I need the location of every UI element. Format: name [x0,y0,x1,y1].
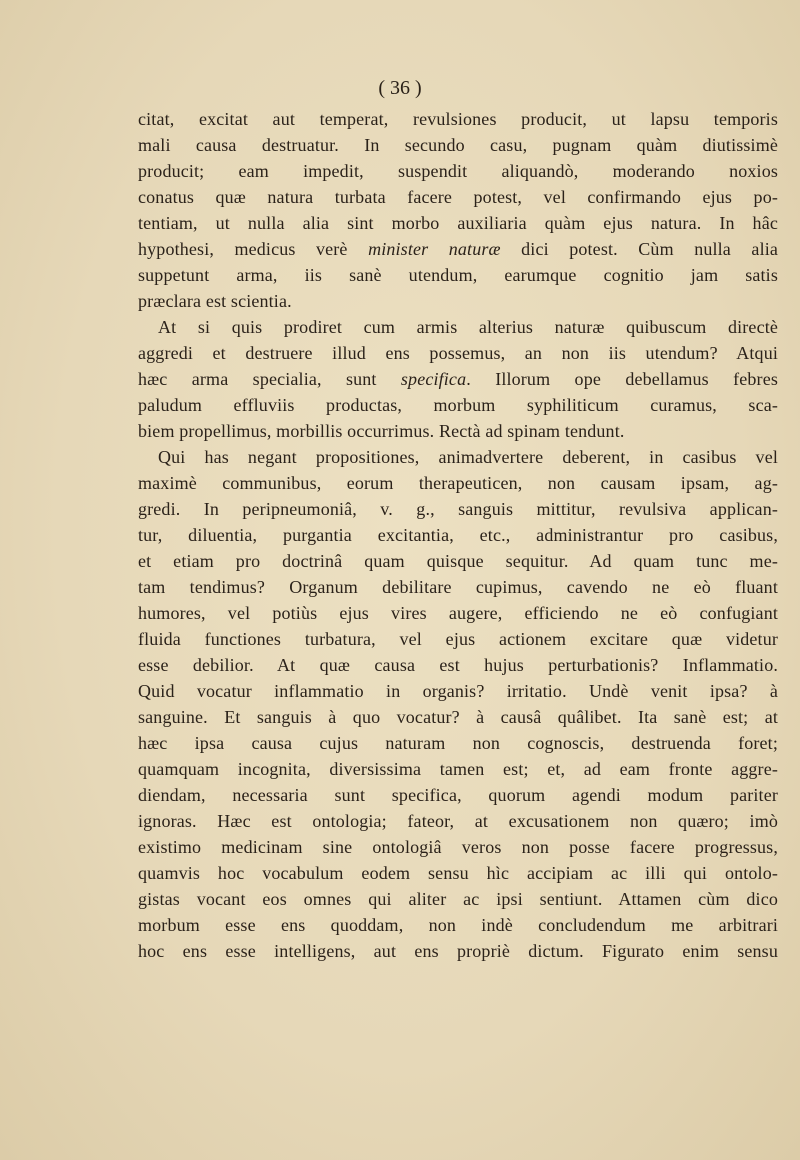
text-line: mali causa destruatur. In secundo casu, pugnam quàm diutissimè [138,135,778,155]
text-line: sanguine. Et sanguis à quo vocatur? à causâ quâlibet. Ita sanè est; at [138,707,778,727]
text-line: et etiam pro doctrinâ quam quisque sequitur. Ad quam tunc me- [138,551,778,571]
text-line: hoc ens esse intelligens, aut ens propriè dictum. Figurato enim sensu [138,941,778,961]
paragraph-start-line: Qui has negant propositiones, animadvertere deberent, in casibus vel [158,447,778,467]
text-line: esse debilior. At quæ causa est hujus perturbationis? Inflammatio. [138,655,778,675]
text-line: existimo medicinam sine ontologiâ veros non posse facere progressus, [138,837,778,857]
text-segment: . Illorum ope debellamus febres [466,369,778,389]
paragraph-end-line: biem propellimus, morbillis occurrimus. Rectà ad spinam tendunt. [138,421,625,441]
text-line: tam tendimus? Organum debilitare cupimus, cavendo ne eò fluant [138,577,778,597]
text-line: paludum effluviis productas, morbum syphiliticum curamus, sca- [138,395,778,415]
text-line: morbum esse ens quoddam, non indè concludendum me arbitrari [138,915,778,935]
italic-phrase: minister naturæ [368,239,501,259]
text-line: tentiam, ut nulla alia sint morbo auxiliaria quàm ejus natura. In hâc [138,213,778,233]
text-line: gistas vocant eos omnes qui aliter ac ipsi sentiunt. Attamen cùm dico [138,889,778,909]
text-line: Quid vocatur inflammatio in organis? irritatio. Undè venit ipsa? à [138,681,778,701]
page-number: ( 36 ) [378,77,422,99]
text-line: maximè communibus, eorum therapeuticen, non causam ipsam, ag- [138,473,778,493]
text-line: diendam, necessaria sunt specifica, quorum agendi modum pariter [138,785,778,805]
text-segment: dici potest. Cùm nulla alia [500,239,779,259]
text-line [138,366,778,392]
italic-phrase: specifica [400,369,467,389]
text-line: conatus quæ natura turbata facere potest, vel confirmando ejus po- [138,187,778,207]
text-line: quamvis hoc vocabulum eodem sensu hìc accipiam ac illi qui ontolo- [138,863,778,883]
text-line: humores, vel potiùs ejus vires augere, efficiendo ne eò confugiant [138,603,778,623]
text-line: aggredi et destruere illud ens possemus, an non iis utendum? Atqui [138,343,778,363]
text-line [138,236,778,262]
text-line: fluida functiones turbatura, vel ejus actionem excitare quæ videtur [138,629,778,649]
text-line: ignoras. Hæc est ontologia; fateor, at excusationem non quæro; imò [138,811,778,831]
text-line: tur, diluentia, purgantia excitantia, etc., administrantur pro casibus, [138,525,778,545]
text-segment: hypothesi, medicus verè [138,239,369,259]
text-line: gredi. In peripneumoniâ, v. g., sanguis mittitur, revulsiva applican- [138,499,778,519]
text-line: hæc ipsa causa cujus naturam non cognoscis, destruenda foret; [138,733,778,753]
paragraph-end-line: præclara est scientia. [138,291,292,311]
body-text [138,106,778,964]
text-segment: hæc arma specialia, sunt [138,369,401,389]
text-line: suppetunt arma, iis sanè utendum, earumque cognitio jam satis [138,265,778,285]
text-line: citat, excitat aut temperat, revulsiones producit, ut lapsu temporis [138,109,778,129]
text-line: quamquam incognita, diversissima tamen est; et, ad eam fronte aggre- [138,759,778,779]
text-line: producit; eam impedit, suspendit aliquandò, moderando noxios [138,161,778,181]
paragraph-start-line: At si quis prodiret cum armis alterius naturæ quibuscum directè [158,317,778,337]
